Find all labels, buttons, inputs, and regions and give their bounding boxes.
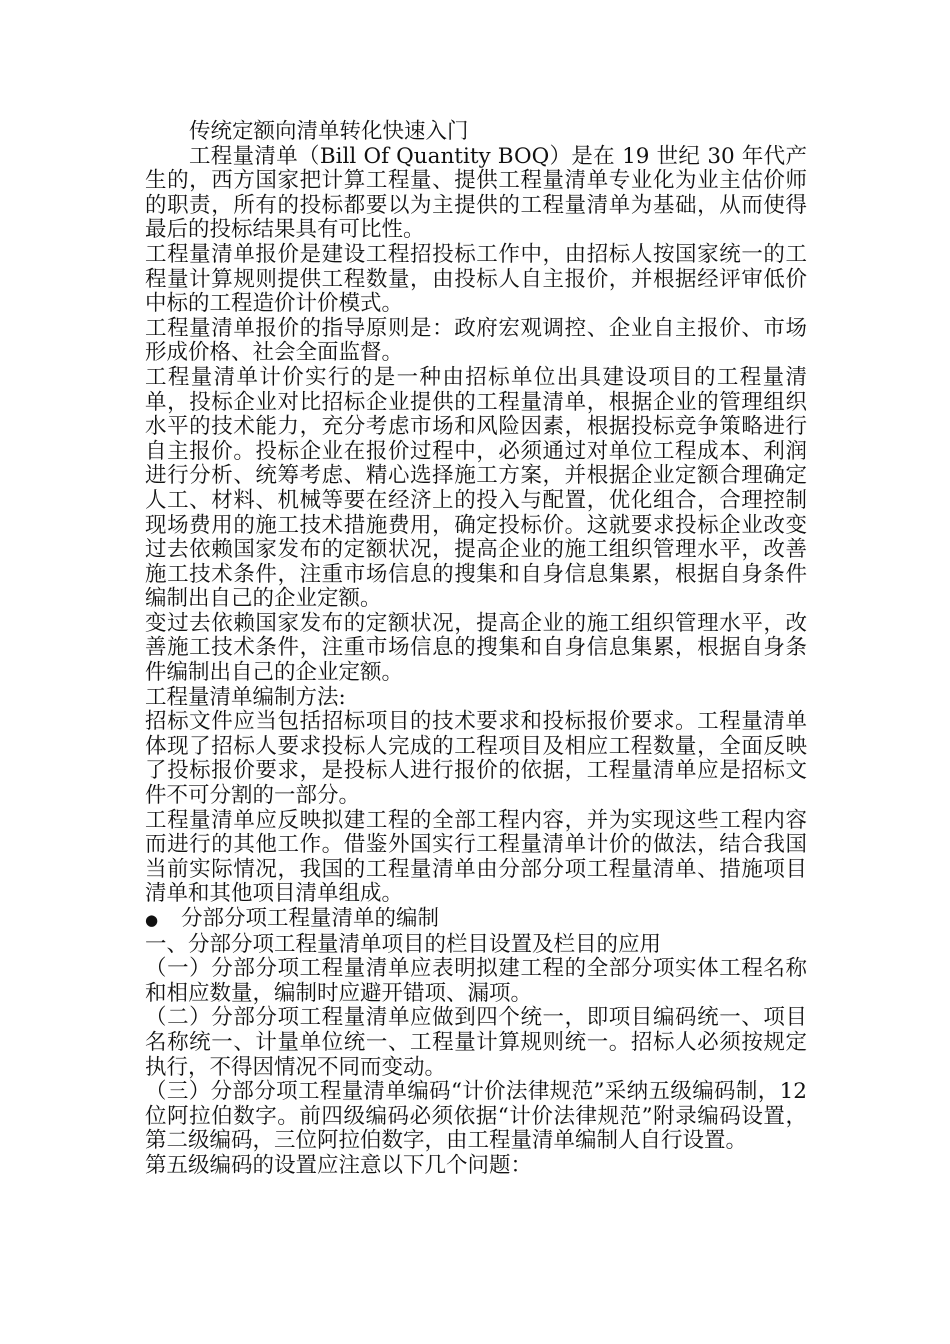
paragraph-tender-documents: 招标文件应当包括招标项目的技术要求和投标报价要求。工程量清单体现了招标人要求投标人完成的工程项目及相应工程数量，全面反映了投标报价要求，是投标人进行报价的依据，工程量清单应是招标文件不可分割的一部分。 — [145, 709, 807, 809]
document-title: 传统定额向清单转化快速入门 — [189, 119, 469, 144]
paragraph-list-composition: 工程量清单应反映拟建工程的全部工程内容，并为实现这些工程内容而进行的其他工作。借鉴外国实行工程量清单计价的做法，结合我国当前实际情况，我国的工程量清单由分部分项工程量清单、措施项目清单和其他项目清单组成。 — [145, 807, 807, 907]
bullet-item — [145, 907, 807, 933]
paragraph-pricing-practice: 工程量清单计价实行的是一种由招标单位出具建设项目的工程量清单，投标企业对比招标企业提供的工程量清单，根据企业的管理组织水平的技术能力，充分考虑市场和风险因素，根据投标竞争策略进行自主报价。投标企业在报价过程中，必须通过对单位工程成本、利润进行分析、统筹考虑、精心选择施工方案，并根据企业定额合理确定人工、材料、机械等要在经济上的投入与配置，优化组合，合理控制现场费用的施工技术措施费用，确定投标价。这就要求投标企业改变过去依赖国家发布的定额状况，提高企业的施工组织管理水平，改善施工技术条件，注重市场信息的搜集和自身信息集累，根据自身条件编制出自己的企业定额。 — [145, 364, 807, 612]
section-fifth-level-note: 第五级编码的设置应注意以下几个问题： — [145, 1152, 533, 1178]
section-item-2: （二）分部分项工程量清单应做到四个统一，即项目编码统一、项目名称统一、计量单位统一、工程量计算规则统一。招标人必须按规定执行，不得因情况不同而变动。 — [145, 1005, 807, 1080]
paragraph-enterprise-quota: 变过去依赖国家发布的定额状况，提高企业的施工组织管理水平，改善施工技术条件，注重市场信息的搜集和自身信息集累，根据自身条件编制出自己的企业定额。 — [145, 610, 807, 686]
paragraph-boq-history: 工程量清单（Bill Of Quantity BOQ）是在 19 世纪 30 年代产生的，西方国家把计算工程量、提供工程量清单专业化为业主估价师的职责，所有的投标都要以为主提供的工程量清单为基础，从而使得最后的投标结果具有可比性。 — [145, 143, 807, 243]
section-item-1: （一）分部分项工程量清单应表明拟建工程的全部分项实体工程名称和相应数量，编制时应避开错项、漏项。 — [145, 956, 807, 1006]
document-page — [145, 120, 807, 1179]
section-item-3: （三）分部分项工程量清单编码“计价法律规范”采纳五级编码制，12 位阿拉伯数字。前四级编码必须依据“计价法律规范”附录编码设置，第二级编码，三位阿拉伯数字，由工程量清单编制人自行设置。 — [145, 1079, 807, 1154]
section-heading-one: 一、分部分项工程量清单项目的栏目设置及栏目的应用 — [145, 931, 662, 957]
paragraph-compilation-method: 工程量清单编制方法: — [145, 684, 346, 710]
bullet-icon: ● — [145, 911, 159, 929]
paragraph-guiding-principles: 工程量清单报价的指导原则是：政府宏观调控、企业自主报价、市场形成价格、社会全面监督。 — [145, 315, 807, 366]
bullet-item-text: 分部分项工程量清单的编制 — [181, 906, 440, 931]
paragraph-quotation-definition: 工程量清单报价是建设工程招投标工作中，由招标人按国家统一的工程量计算规则提供工程数量，由投标人自主报价，并根据经评审低价中标的工程造价计价模式。 — [145, 241, 807, 317]
